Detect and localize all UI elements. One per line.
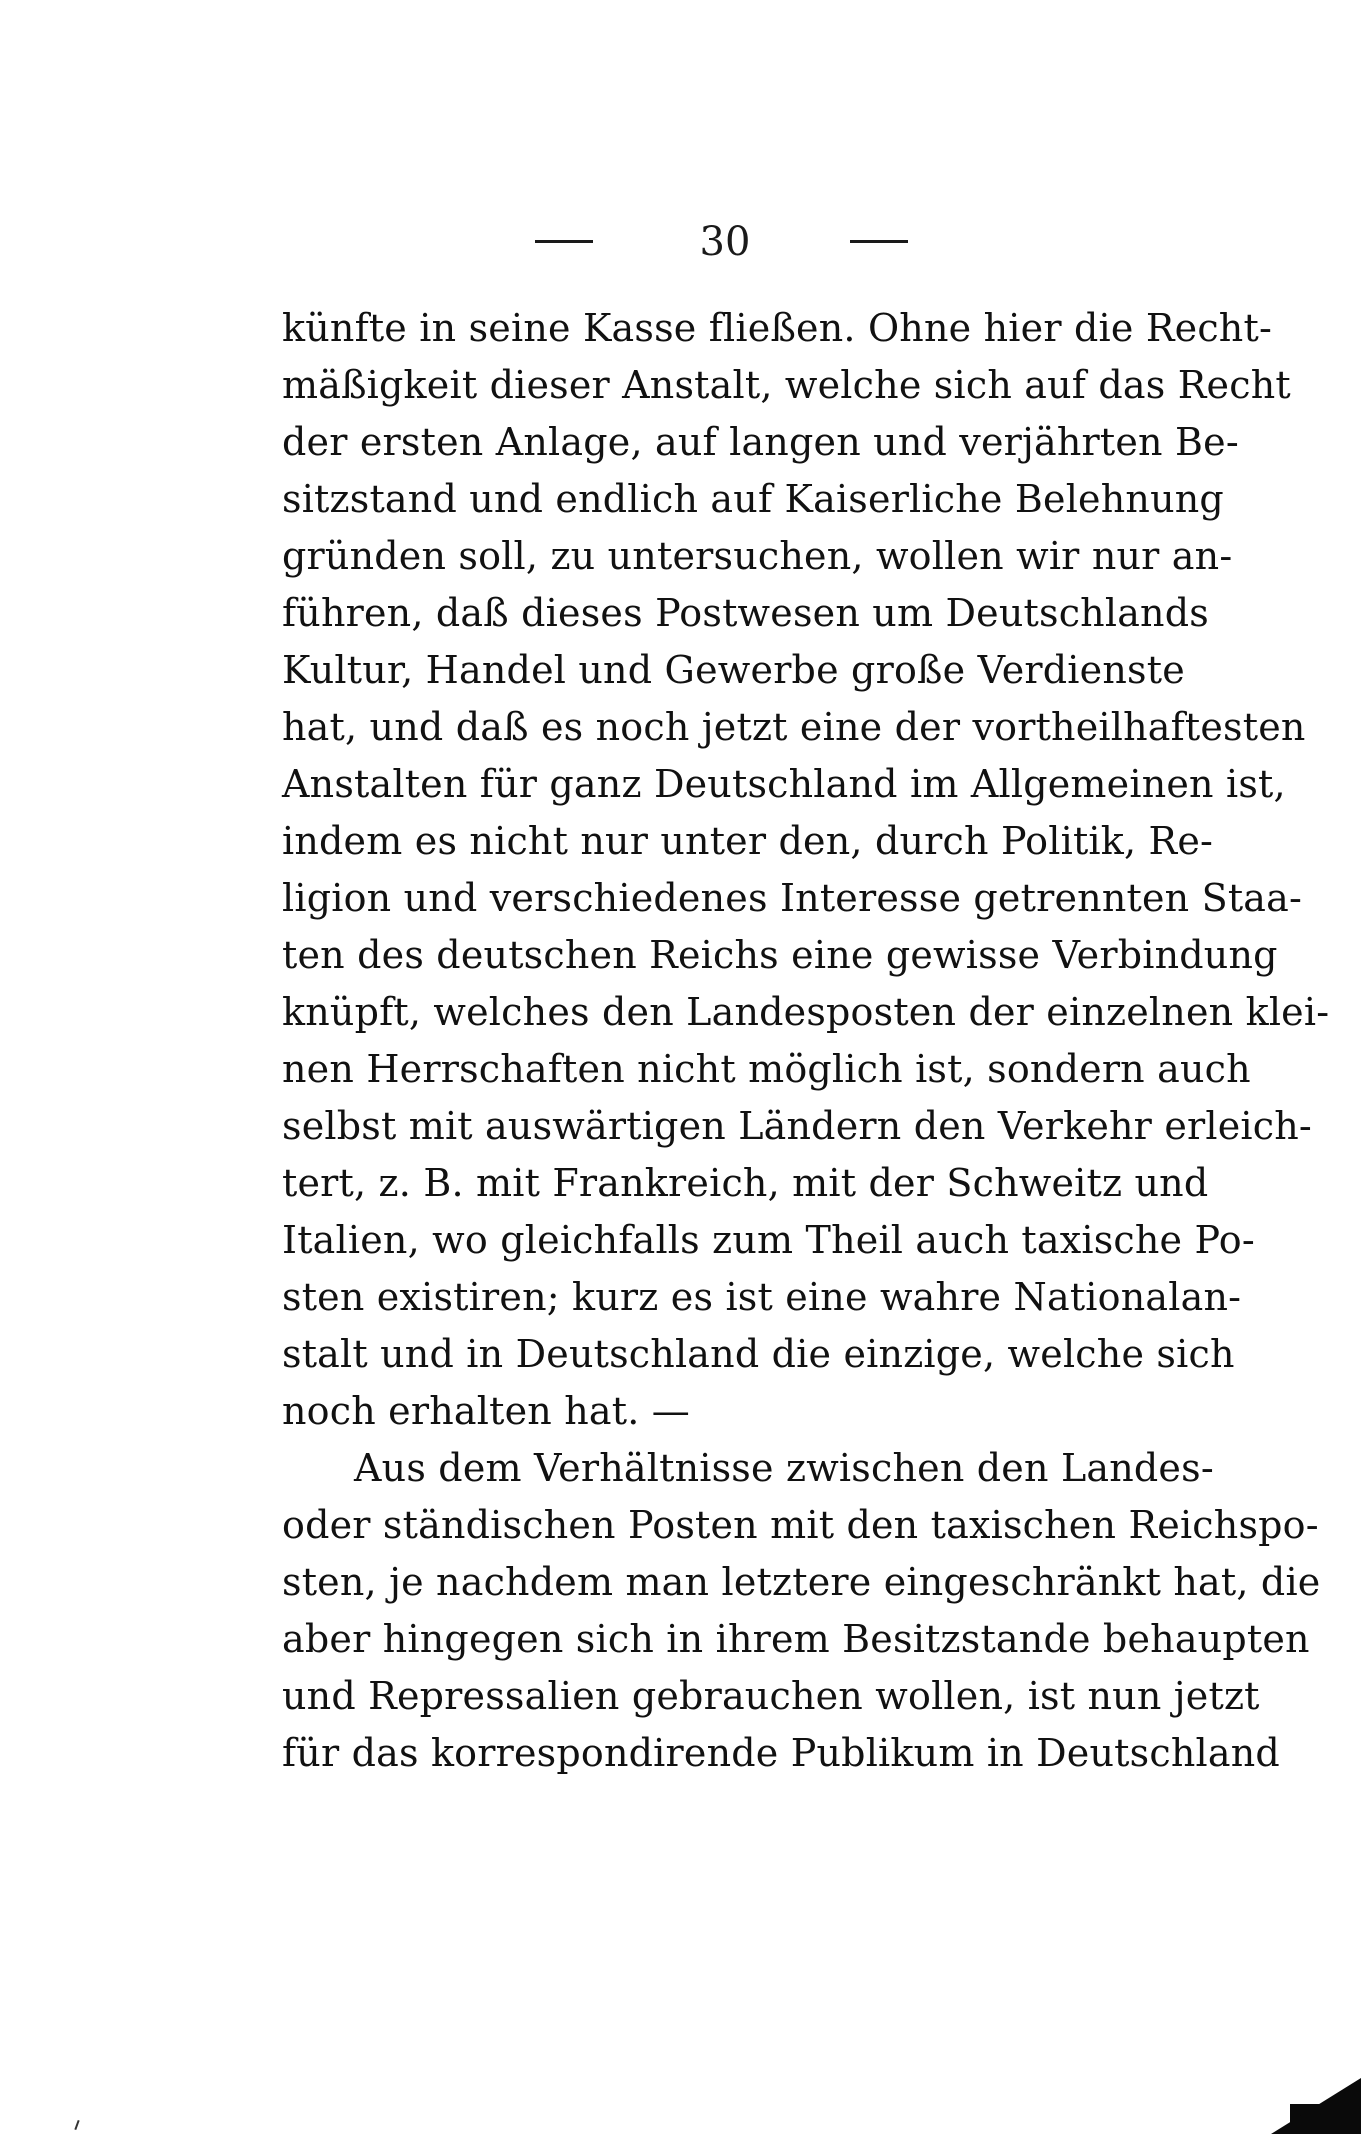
text-line: mäßigkeit dieser Anstalt, welche sich auf das Recht bbox=[282, 363, 1291, 407]
body-text bbox=[282, 300, 1330, 1782]
text-line: sten existiren; kurz es ist eine wahre Nationalan- bbox=[282, 1275, 1242, 1319]
header-dash-right bbox=[850, 240, 908, 243]
text-line: führen, daß dieses Postwesen um Deutschlands bbox=[282, 591, 1209, 635]
page-number: 30 bbox=[699, 219, 751, 265]
text-line: Kultur, Handel und Gewerbe große Verdienste bbox=[282, 648, 1185, 692]
text-line: ten des deutschen Reichs eine gewisse Verbindung bbox=[282, 933, 1278, 977]
text-line: und Repressalien gebrauchen wollen, ist nun jetzt bbox=[282, 1674, 1260, 1718]
text-line: Aus dem Verhältnisse zwischen den Landes- bbox=[354, 1446, 1214, 1490]
text-line: noch erhalten hat. — bbox=[282, 1389, 690, 1433]
text-line: Italien, wo gleichfalls zum Theil auch taxische Po- bbox=[282, 1218, 1255, 1262]
page-header bbox=[0, 219, 1361, 265]
header-dash-left bbox=[535, 240, 593, 243]
text-line: für das korrespondirende Publikum in Deutschland bbox=[282, 1731, 1280, 1775]
paragraph-1 bbox=[282, 300, 1330, 1440]
text-line: künfte in seine Kasse fließen. Ohne hier die Recht- bbox=[282, 306, 1272, 350]
text-line: hat, und daß es noch jetzt eine der vortheilhaftesten bbox=[282, 705, 1306, 749]
text-line: ligion und verschiedenes Interesse getrennten Staa- bbox=[282, 876, 1303, 920]
text-line: der ersten Anlage, auf langen und verjährten Be- bbox=[282, 420, 1239, 464]
text-line: gründen soll, zu untersuchen, wollen wir nur an- bbox=[282, 534, 1233, 578]
text-line: aber hingegen sich in ihrem Besitzstande behaupten bbox=[282, 1617, 1310, 1661]
paragraph-2 bbox=[282, 1440, 1321, 1782]
text-line: stalt und in Deutschland die einzige, welche sich bbox=[282, 1332, 1235, 1376]
text-line: Anstalten für ganz Deutschland im Allgemeinen ist, bbox=[282, 762, 1286, 806]
text-line: oder ständischen Posten mit den taxischen Reichspo- bbox=[282, 1503, 1319, 1547]
text-line: sten, je nachdem man letztere eingeschränkt hat, die bbox=[282, 1560, 1321, 1604]
text-line: selbst mit auswärtigen Ländern den Verkehr erleich- bbox=[282, 1104, 1312, 1148]
text-line: sitzstand und endlich auf Kaiserliche Belehnung bbox=[282, 477, 1224, 521]
text-line: tert, z. B. mit Frankreich, mit der Schweitz und bbox=[282, 1161, 1209, 1205]
text-line: knüpft, welches den Landesposten der einzelnen klei- bbox=[282, 990, 1330, 1034]
scan-edge-mark bbox=[74, 2120, 79, 2130]
text-line: nen Herrschaften nicht möglich ist, sondern auch bbox=[282, 1047, 1251, 1091]
scan-corner-triangle bbox=[1271, 2078, 1361, 2134]
text-line: indem es nicht nur unter den, durch Politik, Re- bbox=[282, 819, 1214, 863]
